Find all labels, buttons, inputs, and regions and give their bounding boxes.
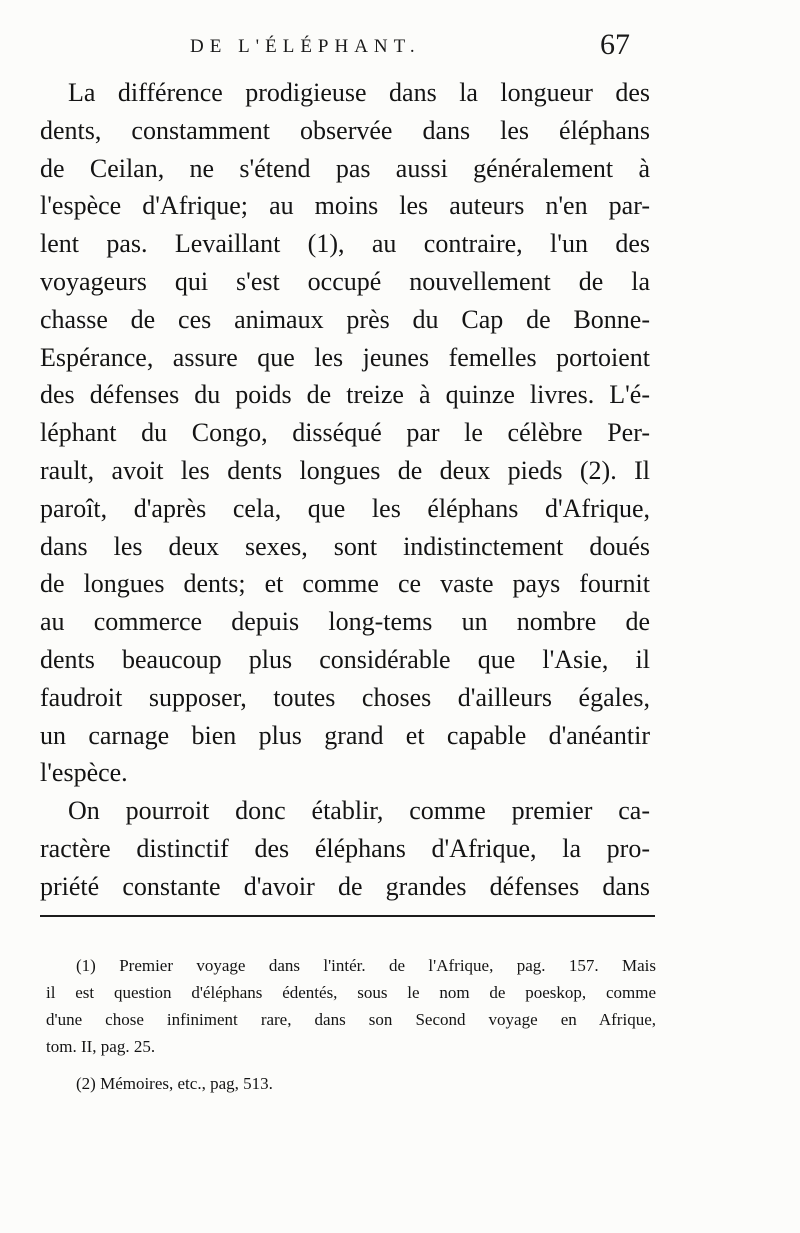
footnote-text: Mémoires, etc., pag, 513. [100,1074,273,1093]
text-line: voyageurs qui s'est occupé nouvellement de la [40,266,650,296]
text-line: faudroit supposer, toutes choses d'ailleurs égales, [40,682,650,712]
text-line: un carnage bien plus grand et capable d'anéantir [40,720,650,750]
footnote-ref: (1) [76,956,96,975]
text-line: ractère distinctif des éléphans d'Afrique, la pro- [40,833,650,863]
text-line: lent pas. Levaillant (1), au contraire, l'un des [40,229,650,259]
text-line: chasse de ces animaux près du Cap de Bonne- [40,304,650,334]
text-line: Espérance, assure que les jeunes femelles portoient [40,342,650,372]
text-line: de Ceilan, ne s'étend pas aussi généralement à [40,153,650,183]
footnote-1-line: il est question d'éléphans édentés, sous le nom de poeskop, comme [46,983,656,1002]
text-line: de longues dents; et comme ce vaste pays fournit [40,569,650,599]
text-line: rault, avoit les dents longues de deux pieds (2). Il [40,455,650,485]
footnote-1-line: tom. II, pag. 25. [46,1037,156,1056]
footnote-rule [40,915,655,917]
text-line: au commerce depuis long-tems un nombre de [40,607,650,637]
text-line: On pourroit donc établir, comme premier ca- [68,796,650,826]
footnote-2-line [46,1070,656,1097]
text-line: paroît, d'après cela, que les éléphans d'Afrique, [40,493,650,523]
page-number: 67 [600,28,630,61]
text-line: des défenses du poids de treize à quinze livres. L'é- [40,380,650,410]
text-line: l'espèce d'Afrique; au moins les auteurs n'en par- [40,191,650,221]
text-line: priété constante d'avoir de grandes défenses dans [40,871,650,901]
text-line: l'espèce. [40,758,128,788]
footnotes [46,952,656,1097]
footnote-1-line [46,952,656,979]
main-text [40,74,650,906]
running-title: DE L'ÉLÉPHANT. [190,36,421,57]
footnote-ref: (2) [76,1074,96,1093]
footnote-1-line: d'une chose infiniment rare, dans son Second voyage en Afrique, [46,1010,656,1029]
text-line: dans les deux sexes, sont indistinctement doués [40,531,650,561]
text-line: dents, constamment observée dans les éléphans [40,115,650,145]
page-header [190,28,630,68]
text-line: léphant du Congo, disséqué par le célèbre Per- [40,418,650,448]
text-line: dents beaucoup plus considérable que l'Asie, il [40,644,650,674]
text-line: La différence prodigieuse dans la longueur des [68,78,650,107]
footnote-text: Premier voyage dans l'intér. de l'Afrique, pag. 157. Mais [119,956,657,975]
